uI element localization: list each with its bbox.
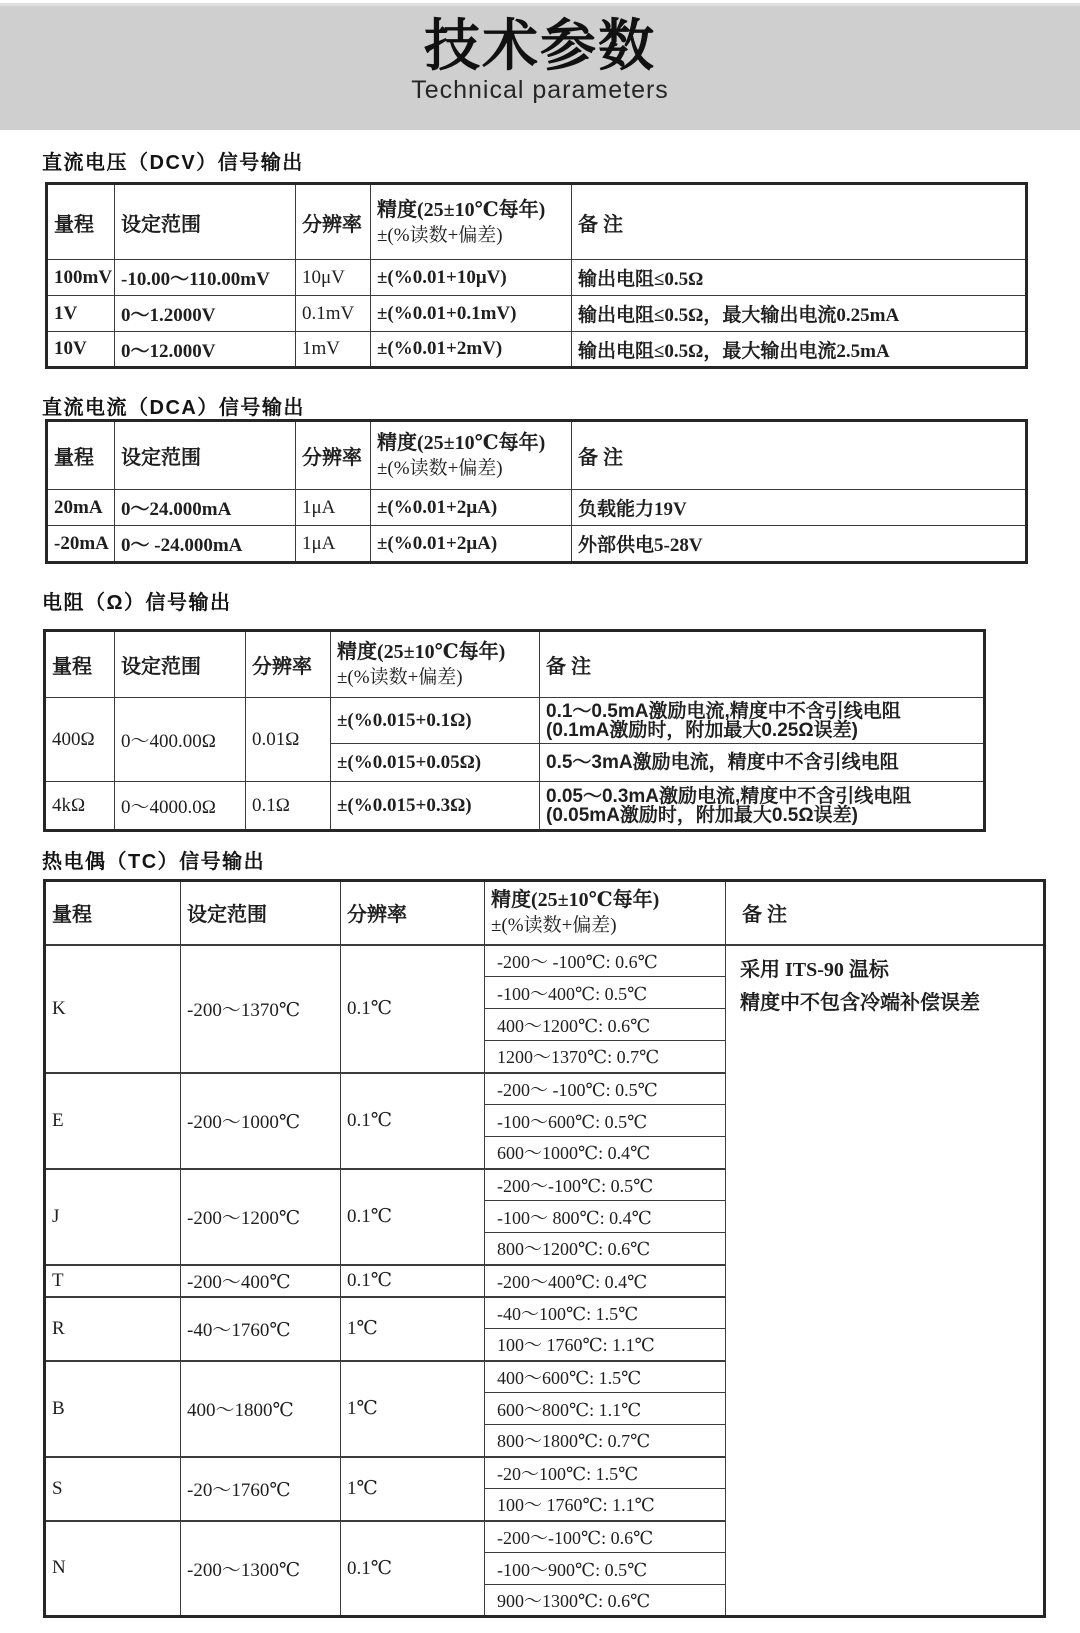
cell-accuracy: ±(%0.01+2mV) — [371, 332, 572, 368]
thermocouple-table — [43, 879, 1046, 1618]
cell-accuracy: -40～100℃: 1.5℃ — [485, 1297, 726, 1329]
cell-note: 0.5～3mA激励电流，精度中不含引线电阻 — [540, 744, 985, 782]
cell-accuracy: -20～100℃: 1.5℃ — [485, 1457, 726, 1489]
cell-note — [540, 782, 985, 831]
table-row — [47, 332, 1027, 368]
cell-range: 10V — [47, 332, 115, 368]
cell-note: 负载能力19V — [572, 490, 1027, 526]
col-header-range: 量程 — [47, 421, 115, 490]
cell-resolution: 1℃ — [341, 1361, 485, 1457]
cell-accuracy: 800～1800℃: 0.7℃ — [485, 1425, 726, 1457]
page-title: 技术参数 — [424, 14, 656, 77]
cell-set-range: -200～1370℃ — [181, 945, 341, 1073]
note-line2: (0.1mA激励时，附加最大0.25Ω误差) — [546, 719, 858, 741]
cell-accuracy: -200～-100℃: 0.6℃ — [485, 1521, 726, 1553]
cell-set-range: 0～12.000V — [115, 332, 296, 368]
accuracy-header-line2: ±(%读数+偏差) — [491, 915, 617, 937]
page-header — [0, 6, 1080, 130]
cell-set-range: -200～1200℃ — [181, 1169, 341, 1265]
table-row — [45, 698, 985, 744]
table-row — [47, 296, 1027, 332]
page-subtitle: Technical parameters — [411, 76, 669, 104]
accuracy-header-line2: ±(%读数+偏差) — [377, 458, 503, 479]
cell-accuracy: -200～ -100℃: 0.5℃ — [485, 1073, 726, 1105]
cell-range: 100mV — [47, 260, 115, 296]
cell-accuracy: -100～900℃: 0.5℃ — [485, 1553, 726, 1585]
table-header-row — [47, 421, 1027, 490]
cell-accuracy: 600～800℃: 1.1℃ — [485, 1393, 726, 1425]
cell-set-range: -20～1760℃ — [181, 1457, 341, 1521]
cell-resolution: 0.1Ω — [246, 782, 331, 831]
section-title-dca: 直流电流（DCA）信号输出 — [42, 397, 305, 419]
cell-range: 4kΩ — [45, 782, 115, 831]
section-title-resistance: 电阻（Ω）信号输出 — [42, 592, 232, 614]
cell-note — [726, 945, 1045, 1617]
cell-resolution: 10μV — [296, 260, 371, 296]
accuracy-header-line1: 精度(25±10℃每年) — [337, 641, 506, 663]
col-header-accuracy — [371, 184, 572, 260]
cell-accuracy: 600～1000℃: 0.4℃ — [485, 1137, 726, 1169]
resistance-table — [43, 629, 986, 832]
col-header-note: 备 注 — [540, 631, 985, 698]
dca-table — [45, 419, 1028, 564]
cell-accuracy: 800～1200℃: 0.6℃ — [485, 1233, 726, 1265]
cell-resolution: 1℃ — [341, 1297, 485, 1361]
section-title-thermocouple: 热电偶（TC）信号输出 — [42, 851, 266, 873]
cell-range: 1V — [47, 296, 115, 332]
cell-accuracy: ±(%0.01+10μV) — [371, 260, 572, 296]
cell-resolution: 1μA — [296, 526, 371, 563]
col-header-range: 量程 — [45, 631, 115, 698]
note-line1: 0.1～0.5mA激励电流,精度中不含引线电阻 — [546, 700, 901, 722]
cell-note: 输出电阻≤0.5Ω，最大输出电流0.25mA — [572, 296, 1027, 332]
cell-tc-type: S — [45, 1457, 181, 1521]
cell-accuracy: 100～ 1760℃: 1.1℃ — [485, 1489, 726, 1521]
table-row — [47, 490, 1027, 526]
cell-accuracy: 400～600℃: 1.5℃ — [485, 1361, 726, 1393]
col-header-resolution: 分辨率 — [246, 631, 331, 698]
table-row — [45, 945, 1045, 977]
accuracy-header-line1: 精度(25±10℃每年) — [377, 198, 546, 221]
cell-accuracy: -200～-100℃: 0.5℃ — [485, 1169, 726, 1201]
cell-tc-type: K — [45, 945, 181, 1073]
cell-accuracy: -100～ 800℃: 0.4℃ — [485, 1201, 726, 1233]
note-line2: 精度中不包含冷端补偿误差 — [740, 991, 980, 1014]
cell-accuracy: ±(%0.015+0.05Ω) — [331, 744, 540, 782]
cell-resolution: 1℃ — [341, 1457, 485, 1521]
cell-set-range: -10.00～110.00mV — [115, 260, 296, 296]
cell-accuracy: ±(%0.01+2μA) — [371, 490, 572, 526]
col-header-resolution: 分辨率 — [341, 881, 485, 945]
table-header-row — [47, 184, 1027, 260]
cell-range: 400Ω — [45, 698, 115, 782]
section-title-dcv: 直流电压（DCV）信号输出 — [42, 152, 304, 174]
note-line1: 采用 ITS-90 温标 — [740, 958, 889, 981]
cell-resolution: 0.01Ω — [246, 698, 331, 782]
accuracy-header-line2: ±(%读数+偏差) — [337, 667, 463, 688]
table-header-row — [45, 881, 1045, 945]
cell-range: -20mA — [47, 526, 115, 563]
cell-set-range: 0～4000.0Ω — [115, 782, 246, 831]
table-row — [47, 260, 1027, 296]
col-header-set-range: 设定范围 — [115, 184, 296, 260]
cell-accuracy: 400～1200℃: 0.6℃ — [485, 1009, 726, 1041]
cell-tc-type: J — [45, 1169, 181, 1265]
cell-set-range: 400～1800℃ — [181, 1361, 341, 1457]
cell-accuracy: ±(%0.015+0.1Ω) — [331, 698, 540, 744]
col-header-note: 备 注 — [572, 421, 1027, 490]
cell-resolution: 0.1℃ — [341, 1265, 485, 1297]
cell-accuracy: 900～1300℃: 0.6℃ — [485, 1585, 726, 1617]
cell-note: 输出电阻≤0.5Ω — [572, 260, 1027, 296]
cell-accuracy: ±(%0.01+2μA) — [371, 526, 572, 563]
table-row — [47, 526, 1027, 563]
accuracy-header-line2: ±(%读数+偏差) — [377, 224, 503, 246]
cell-resolution: 0.1℃ — [341, 945, 485, 1073]
cell-tc-type: E — [45, 1073, 181, 1169]
col-header-accuracy — [371, 421, 572, 490]
cell-note — [540, 698, 985, 744]
col-header-range: 量程 — [47, 184, 115, 260]
col-header-resolution: 分辨率 — [296, 421, 371, 490]
cell-note: 输出电阻≤0.5Ω，最大输出电流2.5mA — [572, 332, 1027, 368]
col-header-set-range: 设定范围 — [115, 631, 246, 698]
cell-tc-type: R — [45, 1297, 181, 1361]
col-header-set-range: 设定范围 — [181, 881, 341, 945]
cell-accuracy: -100～600℃: 0.5℃ — [485, 1105, 726, 1137]
cell-accuracy: 100～ 1760℃: 1.1℃ — [485, 1329, 726, 1361]
table-row — [45, 782, 985, 831]
cell-tc-type: T — [45, 1265, 181, 1297]
col-header-accuracy — [331, 631, 540, 698]
col-header-note: 备 注 — [572, 184, 1027, 260]
cell-resolution: 0.1℃ — [341, 1169, 485, 1265]
cell-accuracy: -200～400℃: 0.4℃ — [485, 1265, 726, 1297]
cell-set-range: 0～ -24.000mA — [115, 526, 296, 563]
cell-set-range: -200～1300℃ — [181, 1521, 341, 1617]
cell-set-range: 0～1.2000V — [115, 296, 296, 332]
cell-resolution: 1mV — [296, 332, 371, 368]
cell-resolution: 0.1℃ — [341, 1521, 485, 1617]
cell-range: 20mA — [47, 490, 115, 526]
cell-set-range: -200～400℃ — [181, 1265, 341, 1297]
col-header-set-range: 设定范围 — [115, 421, 296, 490]
col-header-resolution: 分辨率 — [296, 184, 371, 260]
accuracy-header-line1: 精度(25±10℃每年) — [377, 432, 546, 454]
cell-accuracy: ±(%0.015+0.3Ω) — [331, 782, 540, 831]
cell-resolution: 0.1℃ — [341, 1073, 485, 1169]
accuracy-header-line1: 精度(25±10℃每年) — [491, 889, 660, 912]
cell-tc-type: B — [45, 1361, 181, 1457]
col-header-note: 备 注 — [726, 881, 1045, 945]
cell-tc-type: N — [45, 1521, 181, 1617]
cell-set-range: 0～400.00Ω — [115, 698, 246, 782]
cell-set-range: 0～24.000mA — [115, 490, 296, 526]
cell-accuracy: -100～400℃: 0.5℃ — [485, 977, 726, 1009]
cell-resolution: 0.1mV — [296, 296, 371, 332]
cell-resolution: 1μA — [296, 490, 371, 526]
cell-note: 外部供电5-28V — [572, 526, 1027, 563]
note-line2: (0.05mA激励时，附加最大0.5Ω误差) — [546, 804, 858, 826]
cell-accuracy: 1200～1370℃: 0.7℃ — [485, 1041, 726, 1073]
note-line1: 0.05～0.3mA激励电流,精度中不含引线电阻 — [546, 785, 912, 807]
cell-accuracy: -200～ -100℃: 0.6℃ — [485, 945, 726, 977]
col-header-accuracy — [485, 881, 726, 945]
cell-accuracy: ±(%0.01+0.1mV) — [371, 296, 572, 332]
dcv-table — [45, 182, 1028, 369]
cell-set-range: -200～1000℃ — [181, 1073, 341, 1169]
table-header-row — [45, 631, 985, 698]
col-header-range: 量程 — [45, 881, 181, 945]
cell-set-range: -40～1760℃ — [181, 1297, 341, 1361]
